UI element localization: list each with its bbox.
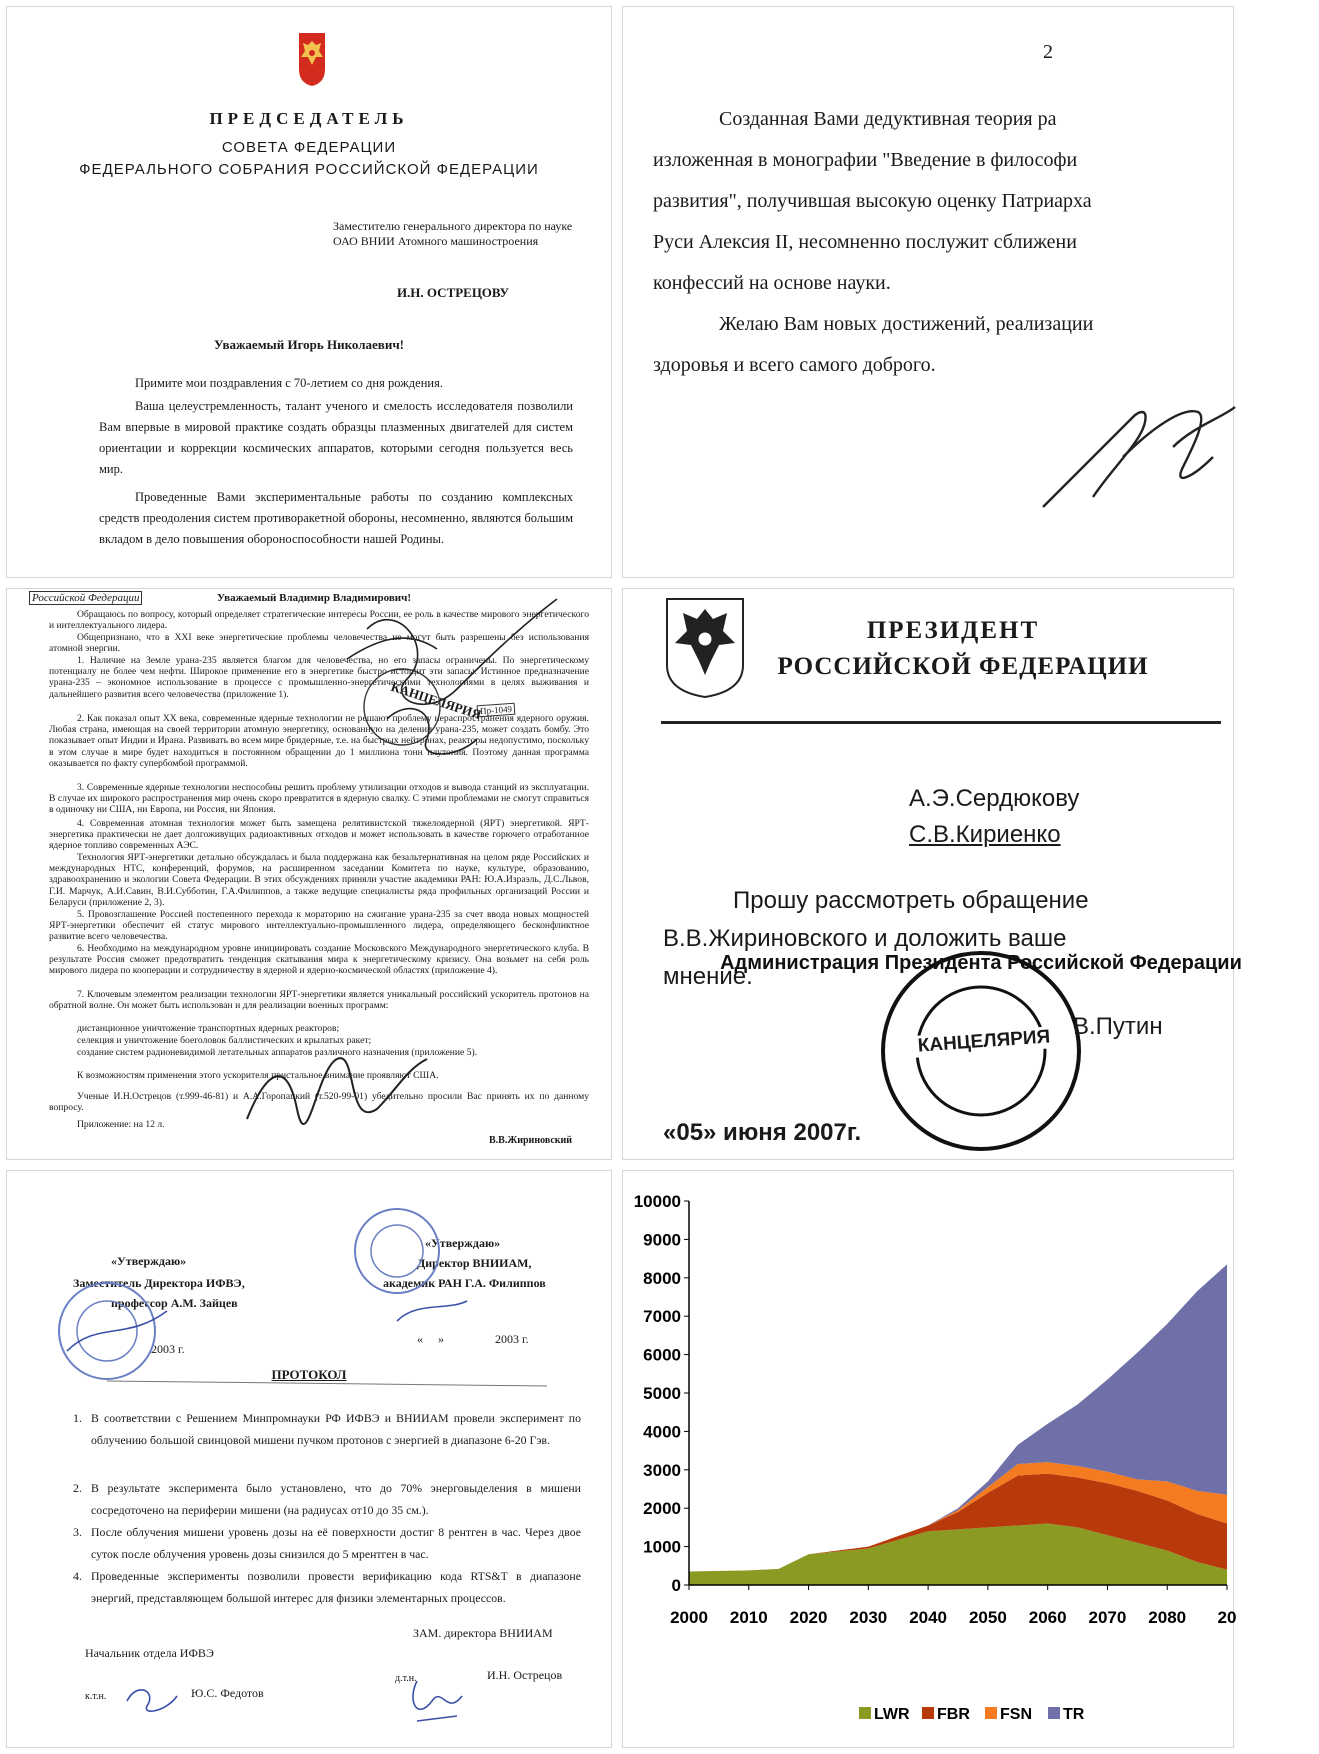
- x-tick-label: 2060: [1028, 1608, 1067, 1627]
- paragraph: Ученые И.Н.Острецов (т.999-46-81) и А.А.Горопацкий (т.520-99-01) убедительно просили Вас принять их по данному вопросу.: [49, 1091, 589, 1114]
- left-name: Ю.С. Федотов: [191, 1686, 264, 1700]
- legend-label-fbr: FBR: [937, 1706, 970, 1723]
- letter-subtitle-2: ФЕДЕРАЛЬНОГО СОБРАНИЯ РОССИЙСКОЙ ФЕДЕРАЦИИ: [79, 161, 539, 178]
- protocol-panel: [6, 1170, 612, 1748]
- seal-center-text: КАНЦЕЛЯРИЯ: [898, 1025, 1069, 1059]
- y-tick-label: 9000: [643, 1230, 681, 1250]
- y-tick-label: 4000: [643, 1422, 681, 1442]
- legend-label-fsn: FSN: [1000, 1706, 1032, 1723]
- recipient: И.Н. ОСТРЕЦОВУ: [396, 285, 510, 300]
- left-degree: к.т.н.: [85, 1691, 107, 1702]
- x-tick-label: 2050: [968, 1608, 1007, 1627]
- paragraph: Проведенные Вами экспериментальные работы по созданию комплексных средств преодоления систем противоракетной обороны, несомненно, являются большим вкладом в дело повышения обороноспособности нашей Родины.: [99, 490, 573, 546]
- paragraph: селекция и уничтожение боеголовок баллистических и крылатых ракет;: [77, 1035, 372, 1046]
- y-tick-label: 1000: [643, 1537, 681, 1557]
- approve-right-name: академик РАН Г.А. Филиппов: [383, 1276, 546, 1290]
- text-line: Руси Алексия II, несомненно послужит сближени: [653, 231, 1077, 253]
- salutation: Уважаемый Игорь Николаевич!: [214, 337, 404, 352]
- signature-graphic: [1023, 387, 1235, 527]
- emblem-icon: [297, 31, 327, 87]
- stamps-graphic: [47, 1211, 567, 1391]
- approve-left: «Утверждаю»: [111, 1254, 187, 1268]
- protocol-item: В соответствии с Решением Минпромнауки РФ ИФВЭ и ВНИИАМ провели эксперимент по облучению большой свинцовой мишени пучком протонов с энергией в диапазоне 6-20 Гэв.: [91, 1411, 581, 1447]
- x-tick-label: 2070: [1088, 1608, 1127, 1627]
- handwritten-resolution-graphic: [287, 589, 587, 1161]
- paragraph: Приложение: на 12 л.: [77, 1119, 165, 1130]
- paragraph: Технология ЯРТ-энергетики детально обсуждалась и была поддержана как безальтернативная на целом ряде Российских и международных НТС, конференций, форумов, на расширенном заседании Комитета по науке, культуре, образованию, здравоохранению и экологии Совета Федерации. В этих обсуждениях приняли участие академики РАН: Ю.А.Израэль, Д.С.Львов, Г.И. Марчук, А.И.Савин, В.И.Субботин, Г.А.Филиппов, а также ведущие специалисты ряда профильных организаций России и Беларуси (приложение 2, 3).: [49, 852, 589, 908]
- x-tick-label: 2000: [670, 1608, 708, 1627]
- paragraph: Обращаюсь по вопросу, который определяет стратегические интересы России, ее роль в качестве мирового энергетического и интеллектуального лидера.: [49, 609, 589, 632]
- approve-right-role: Директор ВНИИАМ,: [417, 1256, 532, 1270]
- paragraph: К возможностям применения этого ускорителя пристальное внимание проявляют США.: [77, 1070, 439, 1081]
- divider: [661, 721, 1221, 724]
- list-number: 4.: [73, 1569, 82, 1583]
- legend-swatch-fsn: [985, 1707, 997, 1719]
- date: «05» июня 2007г.: [663, 1119, 862, 1146]
- emblem-icon: [663, 595, 747, 699]
- list-number: 2.: [73, 1481, 82, 1495]
- paragraph: Общепризнано, что в XXI веке энергетические проблемы человечества не могут быть разрешены без использования атомной энергии.: [49, 632, 589, 655]
- protocol-item: Проведенные эксперименты позволили провести верификацию кода RTS&T в диапазоне энергий, представляющем большой интерес для физики элементарных процессов.: [91, 1569, 581, 1605]
- stamp-text: КАНЦЕЛЯРИЯ: [389, 678, 484, 723]
- letter-subtitle-1: СОВЕТА ФЕДЕРАЦИИ: [221, 139, 397, 156]
- addressee-1: А.Э.Сердюкову: [909, 785, 1080, 812]
- title-federation: РОССИЙСКОЙ ФЕДЕРАЦИИ: [777, 653, 1149, 680]
- list-number: 1.: [73, 1411, 82, 1425]
- page-number: 2: [1043, 41, 1053, 63]
- paragraph: 3. Современные ядерные технологии неспособны решить проблему утилизации отходов и вывода станций из эксплуатации. В случае их широкого распространения мир очень скоро превратится в ядерную свалку. С этими проблемами не смогут справиться в одиночку ни США, ни Европа, ни Россия, ни Япония.: [49, 782, 589, 816]
- x-tick-label: 2010: [729, 1608, 768, 1627]
- approve-right: «Утверждаю»: [425, 1236, 501, 1250]
- y-tick-label: 5000: [643, 1384, 681, 1403]
- letter-zhirinovsky-panel: [6, 588, 612, 1160]
- letter-title: ПРЕДСЕДАТЕЛЬ: [209, 109, 409, 128]
- x-tick-label: 2040: [909, 1608, 948, 1627]
- text-line: конфессий на основе науки.: [653, 272, 891, 294]
- salutation: Уважаемый Владимир Владимирович!: [217, 592, 411, 604]
- list-number: 3.: [73, 1525, 82, 1539]
- legend-label-lwr: LWR: [874, 1706, 910, 1723]
- y-tick-label: 3000: [643, 1460, 681, 1480]
- y-tick-label: 8000: [643, 1268, 681, 1288]
- text-line: здоровья и всего самого доброго.: [653, 354, 936, 376]
- legend-swatch-lwr: [859, 1707, 871, 1719]
- y-tick-label: 2000: [643, 1499, 681, 1519]
- paragraph: создание систем радионевидимой летательных аппаратов различного назначения (приложение 5).: [77, 1047, 478, 1058]
- registration-number: Пр-1049: [477, 703, 516, 718]
- paragraph: 5. Провозглашение Россией постепенного перехода к мораторию на сжигание урана-235 за счет ввода новых мощностей ЯРТ-энергетики обеспечит ей статус мирового интеллектуально-промышленного лидера, определяющего бесконфликтное развитие всего человечества.: [49, 909, 589, 943]
- approve-left-name: профессор А.М. Зайцев: [111, 1296, 238, 1310]
- protocol-item: После облучения мишени уровень дозы на её поверхности достиг 8 рентген в час. Через двое суток после облучения уровень дозы снизился до 5 мрентген в час.: [91, 1525, 581, 1561]
- approve-left-role: Заместитель Директора ИФВЭ,: [73, 1276, 245, 1290]
- legend-swatch-tr: [1048, 1707, 1060, 1719]
- text-line: Желаю Вам новых достижений, реализации: [719, 313, 1094, 335]
- legend-label-tr: TR: [1063, 1706, 1085, 1723]
- paragraph: 2. Как показал опыт XX века, современные ядерные технологии не решают проблему нераспространения ядерного оружия. Любая страна, имеющая на своей территории атомную энергетику, основанную на делении урана-235, может создать бомбу. Это показывает опыт Индии и Ирана. Развивать во всем мире бридерные, т.е. на быстрых нейтронах, реакторы недопустимо, поскольку в этом случае в мире будет находиться в постоянном обращении до 1 миллиона тонн плутония. Поэтому данная программа оказывается по факту супербомбой программой.: [49, 713, 589, 769]
- y-tick-label: 10000: [633, 1192, 681, 1211]
- date-right: « » 2003 г.: [417, 1332, 529, 1346]
- signature: В.Путин: [1073, 1013, 1163, 1040]
- legend-swatch-fbr: [922, 1707, 934, 1719]
- paragraph: дистанционное уничтожение транспортных ядерных реакторов;: [77, 1023, 340, 1034]
- request-line: В.В.Жириновского и доложить ваше: [663, 925, 1067, 952]
- seal-ring-text: Администрация Президента Российской Федерации: [720, 952, 1242, 974]
- letter-page2-panel: [622, 6, 1234, 578]
- paragraph: Примите мои поздравления с 70-летием со дня рождения.: [135, 376, 443, 390]
- right-degree: д.т.н.: [395, 1673, 417, 1684]
- right-role: ЗАМ. директора ВНИИАМ: [413, 1626, 553, 1640]
- date-left: 2003 г.: [151, 1342, 185, 1356]
- protocol-title: ПРОТОКОЛ: [271, 1367, 347, 1382]
- text-line: Созданная Вами дедуктивная теория ра: [719, 108, 1057, 130]
- paragraph: 6. Необходимо на международном уровне инициировать создание Московского Международного энергетического клуба. В результате Россия сможет предотвратить тенденция скатывания мира к энергетическому кризису. Она возьмет на себя роль мирового лидера по кооперации и сотрудничеству в ядерной и ядерно-космической областях (приложение 4).: [49, 943, 589, 977]
- request-line: мнение.: [663, 963, 753, 990]
- stacked-area-chart: [623, 1171, 1235, 1749]
- y-tick-label: 6000: [643, 1345, 681, 1365]
- signatures-graphic: [117, 1661, 477, 1731]
- y-tick-label: 7000: [643, 1307, 681, 1327]
- title-president: ПРЕЗИДЕНТ: [866, 617, 1040, 644]
- y-tick-label: 0: [671, 1576, 681, 1595]
- paragraph: Ваша целеустремленность, талант ученого и смелость исследователя позволили Вам впервые в мировой практике создать образцы плазменных двигателей для систем ориентации и коррекции космических аппаратов, которыми сегодня пользуется весь мир.: [99, 399, 573, 476]
- right-name: И.Н. Острецов: [487, 1668, 563, 1682]
- addressee: Заместителю генерального директора по науке ОАО ВНИИ Атомного машиностроения: [333, 219, 573, 248]
- x-tick-label: 2020: [789, 1608, 828, 1627]
- chart-panel: [622, 1170, 1237, 1748]
- letter-president-panel: [622, 588, 1242, 1160]
- request-line: Прошу рассмотреть обращение: [733, 887, 1089, 914]
- x-tick-label: 2080: [1148, 1608, 1187, 1627]
- signature-name: В.В.Жириновский: [489, 1135, 573, 1146]
- text-line: развития", получившая высокую оценку Патриарха: [653, 190, 1092, 212]
- letter-chairman-panel: [6, 6, 612, 578]
- x-tick-label: 2030: [849, 1608, 888, 1627]
- protocol-item: В результате эксперимента было установлено, что до 70% энерговыделения в мишени сосредоточено на периферии мишени (на радиусах от10 до 35 см.).: [91, 1481, 581, 1517]
- paragraph: 7. Ключевым элементом реализации технологии ЯРТ-энергетики является уникальный российский ускоритель протонов на обратной волне. Он может быть использован и для реализации военных программ:: [49, 989, 589, 1012]
- left-role: Начальник отдела ИФВЭ: [85, 1646, 214, 1660]
- paragraph: 4. Современная атомная технология может быть замещена релятивистской тяжелоядерной (ЯРТ) энергетикой. ЯРТ-энергетика практически не дает долгоживущих радиоактивных отходов и может использовать в качестве горючего отработанное ядерное топливо современных АЭС.: [49, 818, 589, 852]
- text-line: изложенная в монографии "Введение в философи: [653, 149, 1078, 171]
- paragraph: 1. Наличие на Земле урана-235 является благом для человечества, но его запасы ограничены. По энергетическому потенциалу не более чем нефти. Широкое применение его в энергетике быстро истощит эти запасы. Истинное предназначение урана-235 – экономное использование в процессе с промышленно-энергетическими технологиями в целях выживания и дальнейшего развития всего человечества (приложение 1).: [49, 655, 589, 700]
- stamp-header: Российской Федерации: [29, 591, 142, 605]
- x-tick-label: 20: [1217, 1608, 1237, 1627]
- addressee-2: С.В.Кириенко: [909, 821, 1061, 848]
